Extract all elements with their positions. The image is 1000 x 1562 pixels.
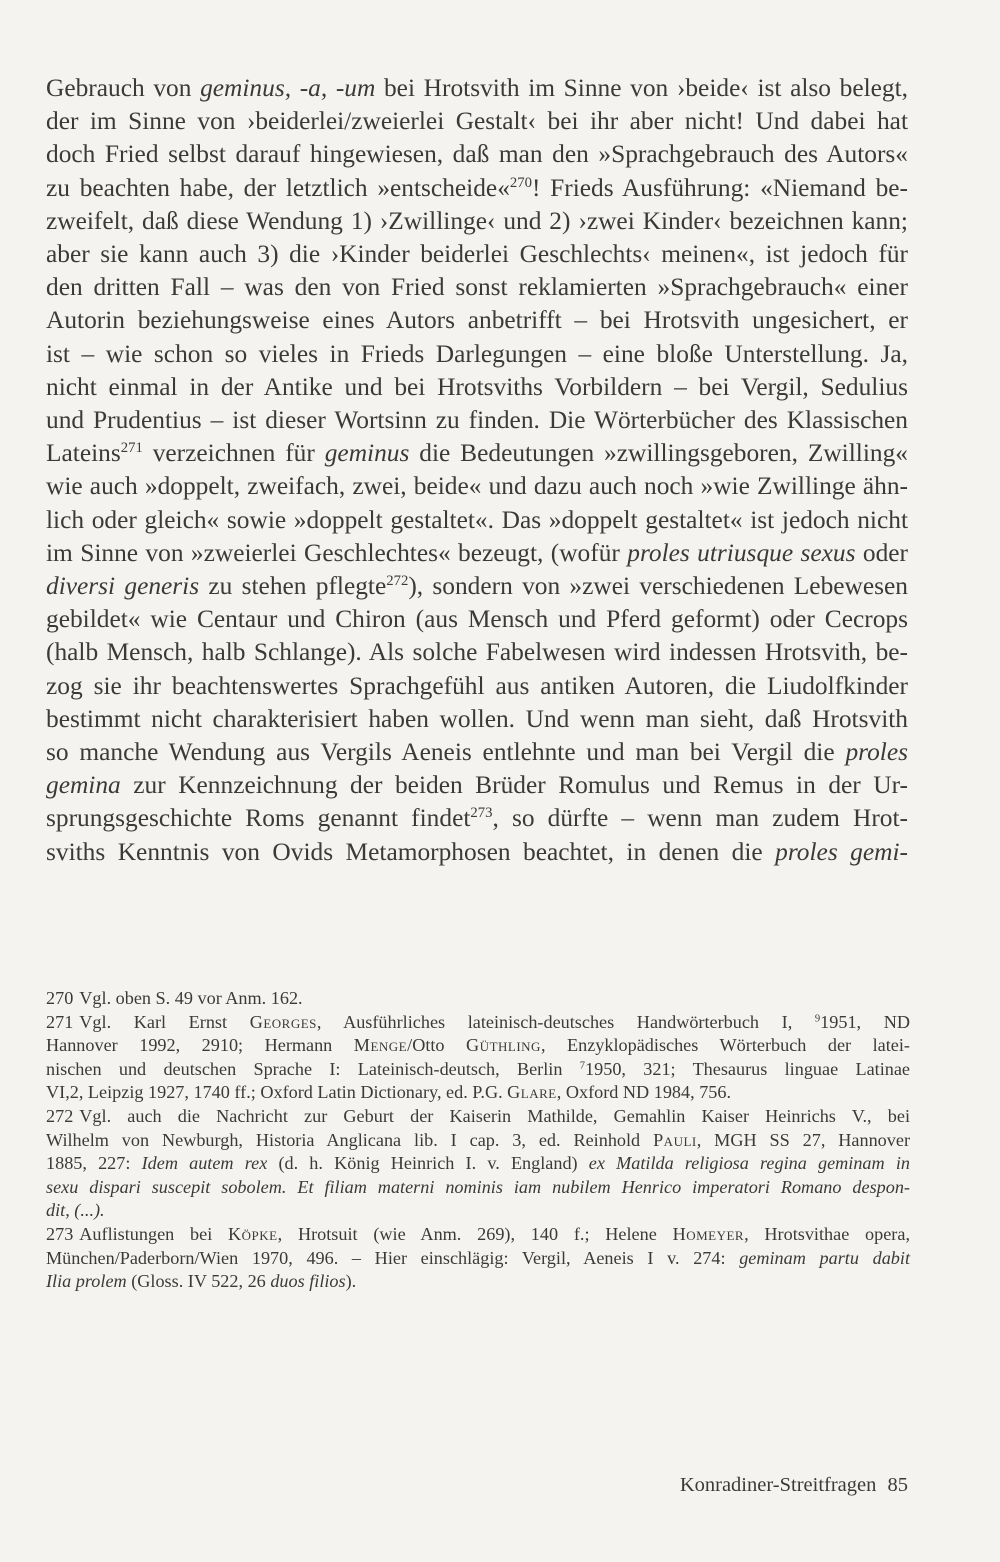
footnote-text: Auflistungen bei (79, 1223, 229, 1244)
italic-text: dit, (...). (46, 1200, 105, 1221)
italic-text: ex Matilda religiosa regina geminam in (588, 1153, 910, 1174)
footnote-line (46, 1081, 910, 1105)
text-run: zu stehen pflegte (199, 572, 387, 601)
footnotes (46, 987, 910, 1294)
footnote-text: Vgl. oben S. 49 vor Anm. 162. (79, 988, 303, 1008)
footnote-text: Vgl. auch die Nachricht zur Geburt der Kaiserin Mathilde, Gemahlin Kaiser Heinrichs V., bei (79, 1105, 910, 1126)
footnote-line (46, 1105, 910, 1129)
footnote-number: 271 (46, 1011, 74, 1032)
text-run: verzeichnen für (142, 439, 325, 468)
text-line (46, 304, 908, 337)
footnote-text: ). (345, 1271, 357, 1292)
text-run: aber sie kann auch 3) die ›Kinder beiderlei Geschlechts‹ meinen«, ist jedoch für (46, 240, 908, 269)
author-name: Glare (507, 1082, 557, 1103)
text-run: und Prudentius – ist dieser Wortsinn zu finden. Die Wörterbücher des Klassischen (46, 406, 908, 435)
text-line (46, 603, 908, 636)
footnote-text: nischen und deutschen Sprache I: Lateinisch-deutsch, Berlin (46, 1058, 580, 1079)
footnote-line (46, 1152, 910, 1176)
page-number: 85 (887, 1474, 908, 1496)
footnote-ref: 272 (386, 572, 409, 589)
footnote-line (46, 1034, 910, 1058)
footnote-line (46, 1199, 910, 1223)
text-run: ), sondern von »zwei verschiedenen Lebewesen (408, 572, 908, 601)
footnote-ref: 271 (120, 440, 143, 457)
italic-text: Ilia prolem (46, 1271, 127, 1292)
text-line (46, 836, 908, 869)
text-run: zweifelt, daß diese Wendung 1) ›Zwillinge‹ und 2) ›zwei Kinder‹ bezeichnen kann; (46, 206, 908, 235)
text-run: lich oder gleich« sowie »doppelt gestaltet«. Das »doppelt gestaltet« ist jedoch nicht (46, 505, 908, 534)
footnote-text: 1951, ND (820, 1011, 910, 1032)
text-line (46, 271, 908, 304)
italic-text: gemina (46, 771, 121, 800)
footnote-line (46, 1176, 910, 1200)
footnote-line (46, 1270, 910, 1294)
text-run: (halb Mensch, halb Schlange). Als solche Fabelwesen wird indessen Hrotsvith, be- (46, 638, 908, 667)
footnote-ref: 7 (579, 1060, 586, 1072)
text-line (46, 105, 908, 138)
text-line (46, 172, 908, 205)
text-line (46, 769, 908, 802)
author-name: Georges (249, 1011, 317, 1032)
author-name: Pauli (653, 1129, 697, 1150)
text-run: ist – wie schon so vieles in Frieds Darlegungen – eine bloße Unterstellung. Ja, (46, 339, 908, 368)
text-run: bestimmt nicht charakterisiert haben wollen. Und wenn man sieht, daß Hrotsvith (46, 704, 908, 733)
text-line (46, 338, 908, 371)
italic-text: duos filios (270, 1271, 346, 1292)
footnote-ref: 9 (814, 1013, 821, 1025)
footnote-number: 272 (46, 1105, 74, 1126)
author-name: Köpke (228, 1223, 278, 1244)
text-line (46, 404, 908, 437)
footnote-text: 1950, 321; Thesaurus linguae Latinae (585, 1058, 910, 1079)
footnote-ref: 273 (470, 805, 493, 822)
text-run: Autorin beziehungsweise eines Autors anbetrifft – bei Hrotsvith ungesichert, er (46, 306, 908, 335)
text-run: zu beachten habe, der letztlich »entscheide« (46, 173, 510, 202)
text-line (46, 205, 908, 238)
text-line (46, 670, 908, 703)
footnote-line (46, 1058, 910, 1082)
text-run: Gebrauch von (46, 74, 201, 102)
text-line (46, 504, 908, 537)
text-run: sprungsgeschichte Roms genannt findet (46, 804, 471, 833)
footnote-text: München/Paderborn/Wien 1970, 496. – Hier einschlägig: Vergil, Aeneis I v. 274: (46, 1247, 740, 1268)
text-line (46, 437, 908, 470)
footnote-line (46, 1129, 910, 1153)
italic-text: proles (845, 738, 908, 767)
footnote-line (46, 1223, 910, 1247)
text-line (46, 138, 908, 171)
text-line (46, 470, 908, 503)
footnote-ref: 270 (509, 174, 532, 191)
text-run: der im Sinne von ›beiderlei/zweierlei Gestalt‹ bei ihr aber nicht! Und dabei hat (46, 107, 908, 136)
footnote-text: (d. h. König Heinrich I. v. England) (267, 1153, 589, 1174)
footnote-text: , Hrotsuit (wie Anm. 269), 140 f.; Helene (277, 1223, 673, 1244)
footnote-text: , Oxford ND 1984, 756. (556, 1082, 732, 1103)
italic-text: Idem autem rex (141, 1153, 268, 1174)
text-run: sviths Kenntnis von Ovids Metamorphosen beachtet, in denen die (46, 837, 776, 866)
author-name: Homeyer (672, 1223, 745, 1244)
text-line (46, 636, 908, 669)
italic-text: geminam partu dabit (739, 1247, 910, 1268)
footnote-line (46, 1247, 910, 1271)
body-text (46, 72, 908, 869)
text-line (46, 537, 908, 570)
text-run: gebildet« wie Centaur und Chiron (aus Mensch und Pferd geformt) oder Cecrops (46, 605, 908, 634)
text-run: ! Frieds Ausführung: «Niemand be- (531, 173, 908, 202)
text-run: Lateins (46, 439, 121, 468)
footnote-line (46, 987, 910, 1011)
author-name: Güthling (466, 1035, 541, 1056)
text-run: nicht einmal in der Antike und bei Hrotsviths Vorbildern – bei Vergil, Sedulius (46, 372, 908, 401)
text-line (46, 802, 908, 835)
footnote-number: 273 (46, 1223, 74, 1244)
page-footer (640, 1474, 908, 1497)
text-run: , so dürfte – wenn man zudem Hrot- (492, 804, 908, 833)
italic-text: diversi generis (46, 572, 200, 601)
italic-text: proles utriusque sexus (627, 538, 856, 567)
footnote-line (46, 1011, 910, 1035)
text-line (46, 72, 908, 105)
footnote-text: 1885, 227: (46, 1153, 142, 1174)
running-title: Konradiner-Streitfragen (679, 1474, 877, 1496)
text-line (46, 570, 908, 603)
text-run: zur Kennzeichnung der beiden Brüder Romulus und Remus in der Ur- (120, 771, 908, 800)
text-run: wie auch »doppelt, zweifach, zwei, beide« und dazu auch noch »wie Zwillinge ähn- (46, 472, 908, 501)
text-line (46, 703, 908, 736)
author-name: Menge (353, 1035, 408, 1056)
text-run: oder (855, 538, 909, 567)
footnote-text: , Ausführliches lateinisch-deutsches Handwörterbuch I, (316, 1011, 815, 1032)
footnote-text: (Gloss. IV 522, 26 (126, 1271, 271, 1292)
footnote-text: , Hrotsvithae opera, (744, 1223, 910, 1244)
text-run: im Sinne von »zweierlei Geschlechtes« bezeugt, (wofür (46, 538, 628, 567)
footnote-text: Hannover 1992, 2910; Hermann (46, 1035, 354, 1056)
text-run: doch Fried selbst darauf hingewiesen, daß man den »Sprachgebrauch des Autors« (46, 140, 908, 169)
footnote-number: 270 (46, 988, 74, 1008)
footnote-text: Wilhelm von Newburgh, Historia Anglicana lib. I cap. 3, ed. Reinhold (46, 1129, 654, 1150)
footnote-text: /Otto (407, 1035, 467, 1056)
footnote-text: , MGH SS 27, Hannover (696, 1129, 911, 1150)
italic-text: sexu dispari suscepit sobolem. Et filiam materni nominis iam nubilem Henrico imperatori Romano despon- (46, 1176, 910, 1197)
text-run: so manche Wendung aus Vergils Aeneis entlehnte und man bei Vergil die (46, 738, 846, 767)
text-line (46, 238, 908, 271)
italic-text: geminus (324, 439, 410, 468)
text-run: die Bedeutungen »zwillingsgeboren, Zwilling« (409, 439, 908, 468)
footnote-text: VI,2, Leipzig 1927, 1740 ff.; Oxford Latin Dictionary, ed. P.G. (46, 1082, 508, 1103)
italic-text: geminus, -a, -um (200, 74, 376, 102)
text-run: den dritten Fall – was den von Fried sonst reklamierten »Sprachgebrauch« einer (46, 273, 908, 302)
footnote-text: Vgl. Karl Ernst (79, 1011, 250, 1032)
text-line (46, 371, 908, 404)
footnote-text: , Enzyklopädisches Wörterbuch der latei- (540, 1035, 910, 1056)
text-line (46, 736, 908, 769)
text-run: zog sie ihr beachtenswertes Sprachgefühl aus antiken Autoren, die Liudolfkinder (46, 671, 908, 700)
text-run: bei Hrotsvith im Sinne von ›beide‹ ist also belegt, (375, 74, 909, 102)
italic-text: proles gemi- (775, 837, 908, 866)
